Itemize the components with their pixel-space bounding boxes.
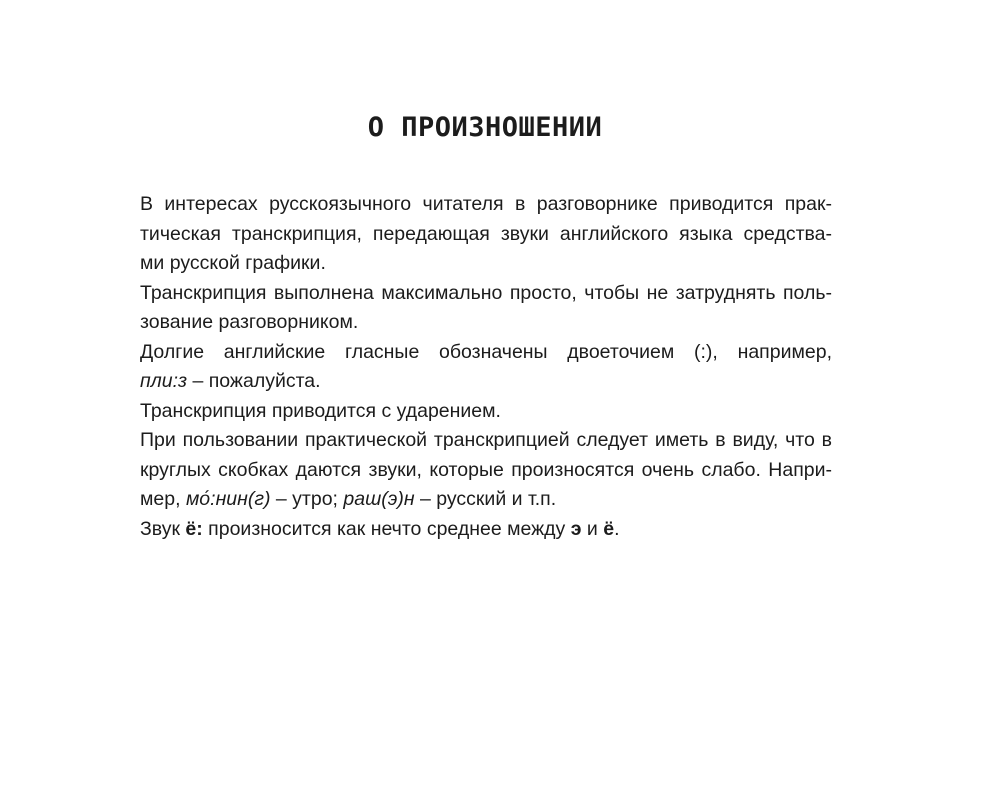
example-gloss-2: – русский и т.п.: [414, 488, 557, 510]
paragraph-3-line-2: [140, 367, 832, 397]
sound-description: произносится как нечто среднее между: [202, 517, 571, 540]
transcription-example-2: раш(э)н: [343, 488, 415, 510]
paragraph-5-line-3: [140, 485, 832, 515]
sound-symbol: ё:: [185, 517, 203, 540]
sentence-end: .: [614, 517, 620, 540]
paragraph-1-line-3: ми русской графики.: [140, 252, 326, 274]
paragraph-3-line-1: Долгие английские гласные обозначены двоеточием (:), например,: [140, 340, 832, 363]
paragraph-5-line-1: При пользовании практической транскрипцией следует иметь в виду, что в: [140, 429, 832, 451]
line-prefix: мер,: [140, 488, 186, 510]
transcription-example-1: мо́:нин(г): [185, 488, 271, 510]
example-gloss: – пожалуйста.: [187, 370, 321, 392]
example-gloss-1: – утро;: [270, 488, 344, 510]
page-title: О ПРОИЗНОШЕНИИ: [367, 112, 603, 143]
conjunction: и: [581, 517, 604, 540]
paragraph-1-line-1: В интересах русскоязычного читателя в разговорнике приводится прак-: [140, 193, 832, 215]
body-text: [140, 190, 832, 544]
paragraph-6-line-1: [140, 515, 832, 545]
sound-prefix: Звук: [140, 517, 186, 540]
paragraph-4-line-1: Транскрипция приводится с ударением.: [140, 399, 501, 422]
paragraph-2-line-2: зование разговорником.: [140, 311, 359, 333]
transcription-example: пли:з: [140, 370, 188, 392]
paragraph-2-line-1: Транскрипция выполнена максимально просто, чтобы не затруднять поль-: [140, 281, 832, 304]
paragraph-1-line-2: тическая транскрипция, передающая звуки английского языка средства-: [140, 222, 832, 245]
letter-yo: ё: [603, 517, 615, 540]
paragraph-5-line-2: круглых скобках даются звуки, которые произносятся очень слабо. Напри-: [140, 458, 832, 481]
letter-e: э: [570, 517, 582, 540]
